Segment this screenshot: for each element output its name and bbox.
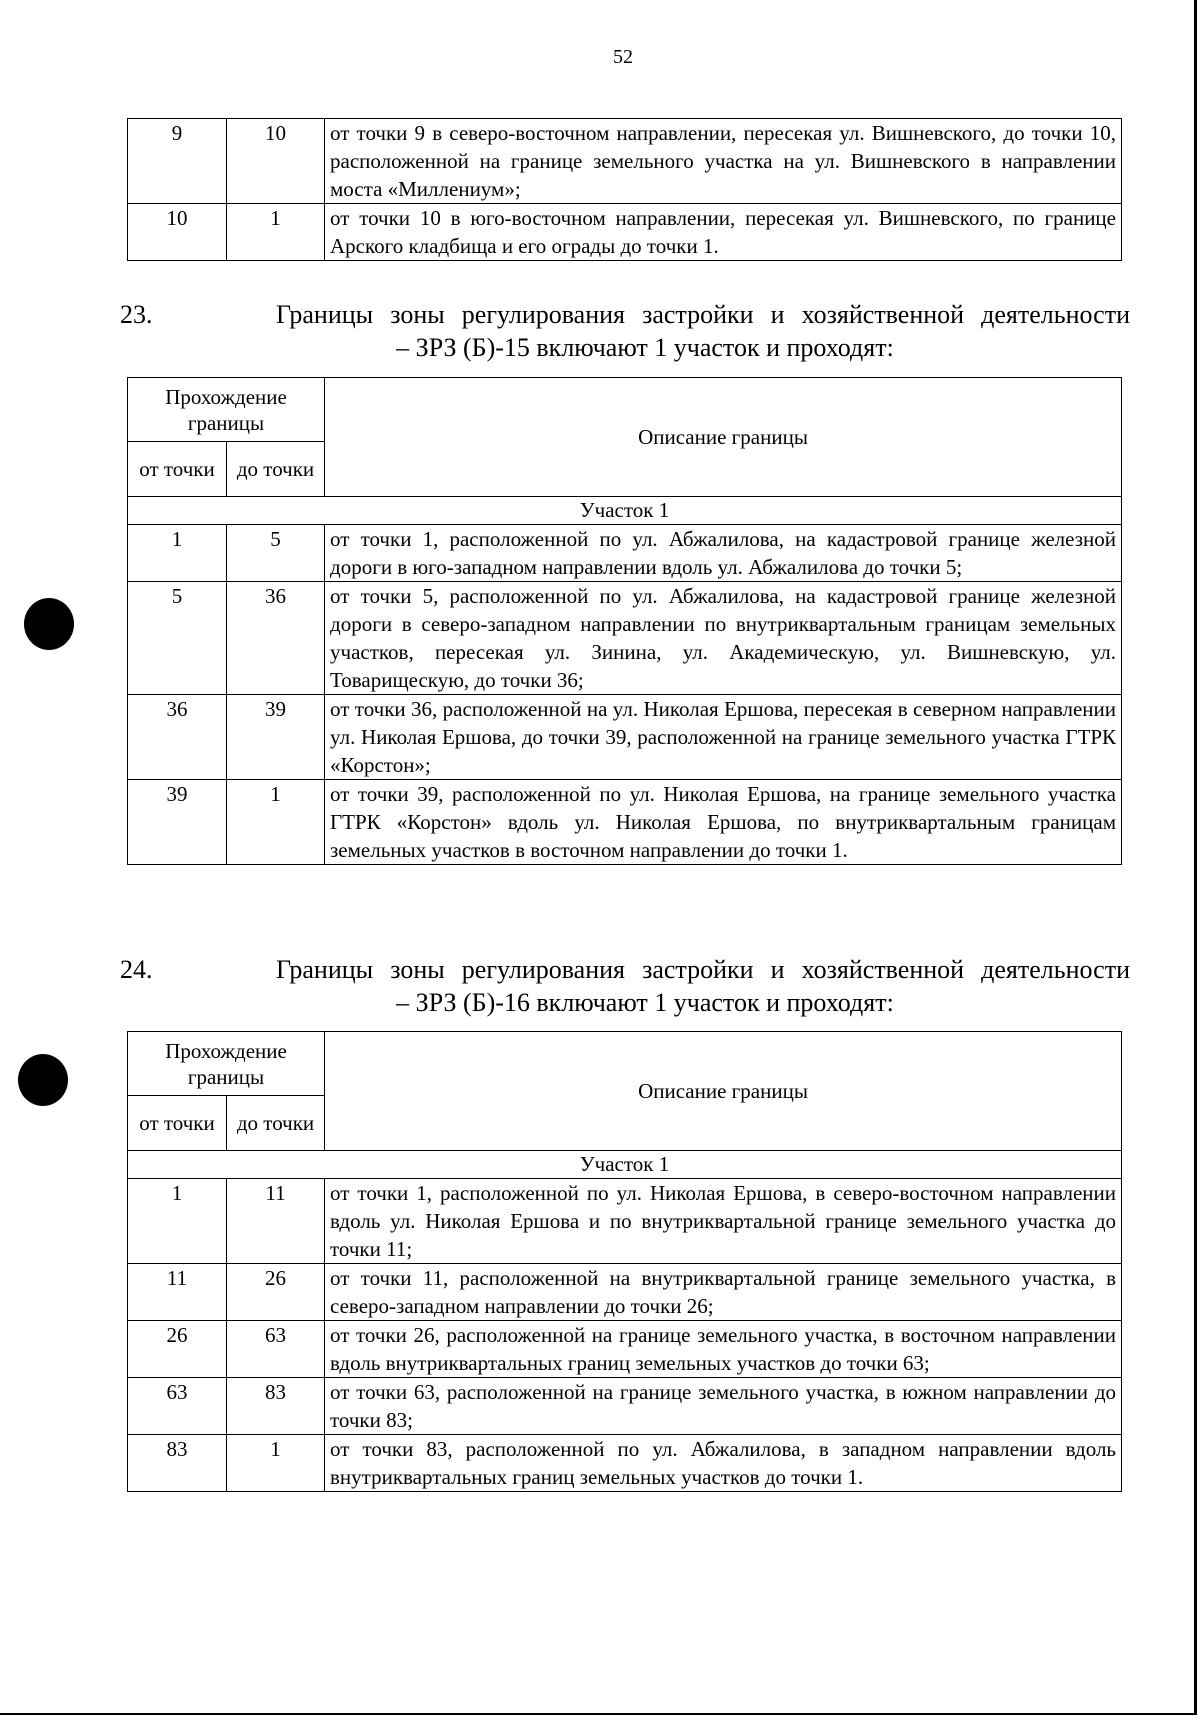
to-point: 1 (227, 780, 325, 865)
from-point: 26 (128, 1321, 227, 1378)
from-point: 36 (128, 695, 227, 780)
header-from: от точки (128, 442, 227, 497)
from-point: 10 (128, 204, 227, 261)
table-row (128, 780, 1122, 865)
to-point: 11 (227, 1179, 325, 1264)
table-row (128, 204, 1122, 261)
section-heading-line1: Границы зоны регулирования застройки и хозяйственной деятельности (276, 955, 1130, 984)
table-row (128, 695, 1122, 780)
from-point: 39 (128, 780, 227, 865)
from-point: 1 (128, 525, 227, 582)
boundary-description: от точки 63, расположенной на границе земельного участка, в южном направлении до точки 83; (325, 1378, 1122, 1435)
table-row (128, 1264, 1122, 1321)
table-zrz-b-15 (127, 377, 1122, 865)
table-zrz-b-16 (127, 1031, 1122, 1492)
table-row (128, 582, 1122, 695)
punch-hole-mark (18, 1054, 68, 1106)
section-label: Участок 1 (128, 497, 1122, 525)
section-23-heading (120, 298, 1130, 364)
punch-hole-mark (24, 598, 74, 650)
section-number: 24. (120, 955, 153, 984)
table-continuation (127, 118, 1122, 261)
boundary-description: от точки 83, расположенной по ул. Абжалилова, в западном направлении вдоль внутриквартальных границ земельных участков до точки 1. (325, 1435, 1122, 1492)
to-point: 63 (227, 1321, 325, 1378)
to-point: 10 (227, 119, 325, 204)
boundary-description: от точки 5, расположенной по ул. Абжалилова, на кадастровой границе железной дороги в северо-западном направлении по внутриквартальным границам земельных участков, пересекая ул. Зинина, ул. Академическую, ул. Вишневскую, ул. Товарищескую, до точки 36; (325, 582, 1122, 695)
to-point: 39 (227, 695, 325, 780)
table-row (128, 1435, 1122, 1492)
boundary-description: от точки 11, расположенной на внутриквартальной границе земельного участка, в северо-западном направлении до точки 26; (325, 1264, 1122, 1321)
header-passage: Прохождение границы (128, 378, 325, 442)
table-row (128, 1378, 1122, 1435)
to-point: 36 (227, 582, 325, 695)
header-passage: Прохождение границы (128, 1032, 325, 1096)
section-heading-line2: – ЗРЗ (Б)-15 включают 1 участок и проходят: (396, 333, 894, 362)
boundary-description: от точки 10 в юго-восточном направлении, пересекая ул. Вишневского, по границе Арского кладбища и его ограды до точки 1. (325, 204, 1122, 261)
header-to: до точки (227, 1096, 325, 1151)
boundary-description: от точки 39, расположенной по ул. Николая Ершова, на границе земельного участка ГТРК «Корстон» вдоль ул. Николая Ершова, по внутриквартальным границам земельных участков в восточном направлении до точки 1. (325, 780, 1122, 865)
to-point: 1 (227, 1435, 325, 1492)
from-point: 9 (128, 119, 227, 204)
from-point: 1 (128, 1179, 227, 1264)
to-point: 1 (227, 204, 325, 261)
section-heading-line2: – ЗРЗ (Б)-16 включают 1 участок и проходят: (396, 988, 894, 1017)
section-heading-line1: Границы зоны регулирования застройки и хозяйственной деятельности (276, 300, 1130, 329)
from-point: 83 (128, 1435, 227, 1492)
boundary-description: от точки 1, расположенной по ул. Абжалилова, на кадастровой границе железной дороги в юго-западном направлении вдоль ул. Абжалилова до точки 5; (325, 525, 1122, 582)
boundary-description: от точки 26, расположенной на границе земельного участка, в восточном направлении вдоль внутриквартальных границ земельных участков до точки 63; (325, 1321, 1122, 1378)
from-point: 63 (128, 1378, 227, 1435)
to-point: 5 (227, 525, 325, 582)
section-label: Участок 1 (128, 1151, 1122, 1179)
boundary-description: от точки 36, расположенной на ул. Николая Ершова, пересекая в северном направлении ул. Николая Ершова, до точки 39, расположенной на границе земельного участка ГТРК «Корстон»; (325, 695, 1122, 780)
from-point: 5 (128, 582, 227, 695)
page-number: 52 (613, 46, 633, 68)
header-description: Описание границы (325, 378, 1122, 497)
header-from: от точки (128, 1096, 227, 1151)
header-to: до точки (227, 442, 325, 497)
header-description: Описание границы (325, 1032, 1122, 1151)
table-row (128, 525, 1122, 582)
boundary-description: от точки 1, расположенной по ул. Николая Ершова, в северо-восточном направлении вдоль ул. Николая Ершова и по внутриквартальной границе земельного участка до точки 11; (325, 1179, 1122, 1264)
boundary-description: от точки 9 в северо-восточном направлении, пересекая ул. Вишневского, до точки 10, расположенной на границе земельного участка на ул. Вишневского в направлении моста «Миллениум»; (325, 119, 1122, 204)
from-point: 11 (128, 1264, 227, 1321)
to-point: 83 (227, 1378, 325, 1435)
section-24-heading (120, 953, 1130, 1019)
to-point: 26 (227, 1264, 325, 1321)
table-row (128, 1179, 1122, 1264)
table-row (128, 119, 1122, 204)
section-number: 23. (120, 300, 153, 329)
table-row (128, 1321, 1122, 1378)
